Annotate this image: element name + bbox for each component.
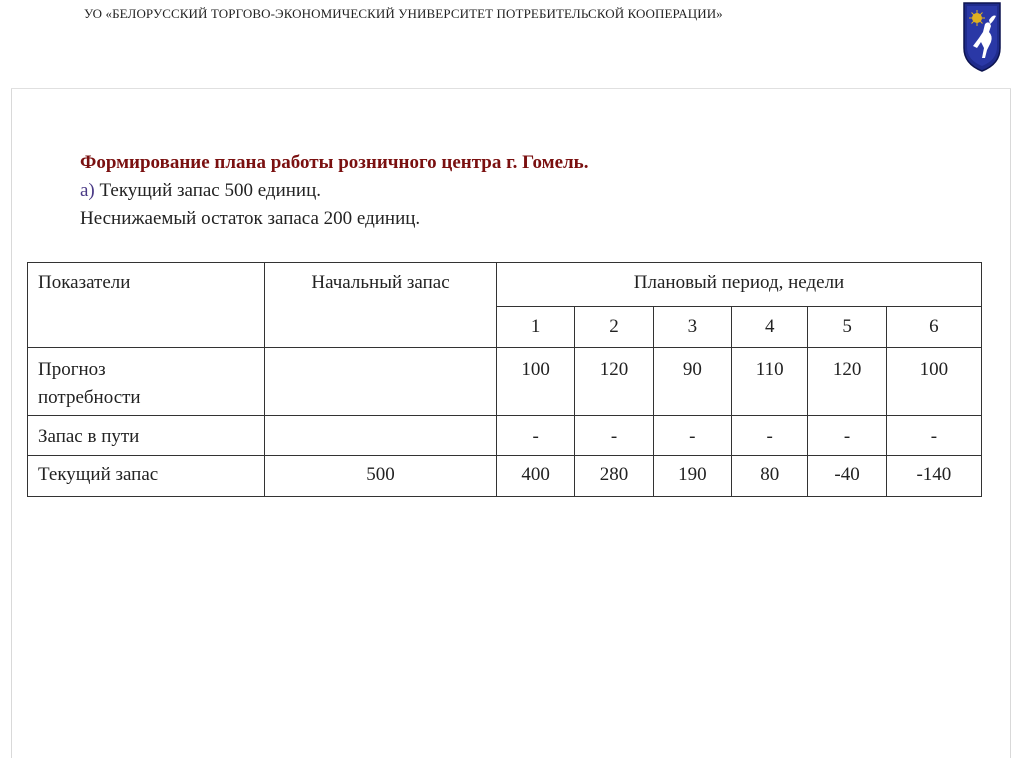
planning-table (27, 262, 982, 497)
week-cell: 400 (497, 456, 575, 497)
header-initial-stock: Начальный запас (265, 263, 497, 348)
week-cell: 110 (731, 348, 807, 416)
table-row (28, 456, 982, 497)
university-name: УО «БЕЛОРУССКИЙ ТОРГОВО-ЭКОНОМИЧЕСКИЙ УНИВЕРСИТЕТ ПОТРЕБИТЕЛЬСКОЙ КООПЕРАЦИИ» (84, 6, 723, 21)
table-row (28, 416, 982, 456)
header-divider (11, 88, 1011, 89)
week-cell: 120 (808, 348, 886, 416)
initial-stock-cell (265, 348, 497, 416)
week-cell: 190 (653, 456, 731, 497)
week-cell: 90 (653, 348, 731, 416)
row-label: Запас в пути (28, 416, 265, 456)
week-cell: - (886, 416, 981, 456)
slide-title: Формирование плана работы розничного центра г. Гомель. (80, 152, 589, 173)
week-cell: - (808, 416, 886, 456)
week-cell: 100 (886, 348, 981, 416)
header-week: 5 (808, 307, 886, 348)
header-week: 4 (731, 307, 807, 348)
week-cell: - (731, 416, 807, 456)
header-week: 6 (886, 307, 981, 348)
week-cell: -40 (808, 456, 886, 497)
week-cell: -140 (886, 456, 981, 497)
table-row (28, 348, 982, 416)
week-cell: 80 (731, 456, 807, 497)
header-planning-period: Плановый период, недели (497, 263, 982, 307)
week-cell: 100 (497, 348, 575, 416)
header-week: 1 (497, 307, 575, 348)
week-cell: - (497, 416, 575, 456)
initial-stock-cell: 500 (265, 456, 497, 497)
frame-border-left (11, 88, 12, 758)
current-stock-line (80, 177, 980, 205)
header-week: 3 (653, 307, 731, 348)
week-cell: 280 (575, 456, 653, 497)
row-label: Прогноз потребности (28, 348, 265, 416)
current-stock-text: Текущий запас 500 единиц. (94, 180, 322, 201)
week-cell: 120 (575, 348, 653, 416)
header-week: 2 (575, 307, 653, 348)
content-block (80, 149, 980, 233)
week-cell: - (653, 416, 731, 456)
initial-stock-cell (265, 416, 497, 456)
week-cell: - (575, 416, 653, 456)
item-prefix: а) (80, 180, 95, 201)
frame-border-right (1010, 88, 1011, 758)
header-indicators: Показатели (28, 263, 265, 348)
university-crest-icon (963, 2, 1001, 72)
row-label: Текущий запас (28, 456, 265, 497)
minimum-stock-line: Неснижаемый остаток запаса 200 единиц. (80, 208, 421, 229)
